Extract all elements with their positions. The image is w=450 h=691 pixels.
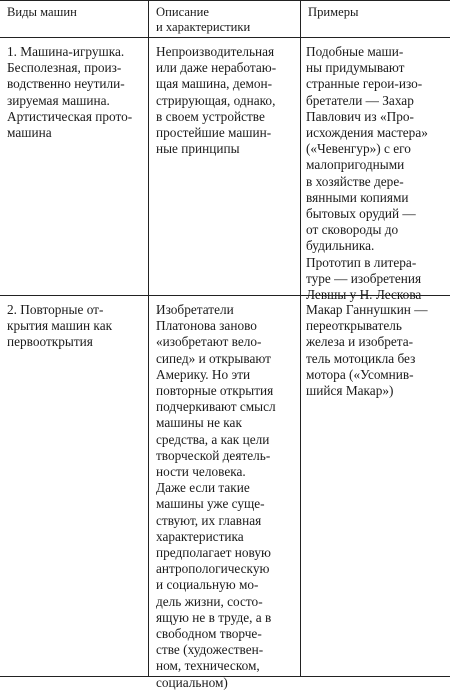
- row-2-examples: Макар Ганнушкин — переоткрыватель железа и изобрета- тель мотоцикла без мотора («Усомнив- шийся Макар»): [306, 302, 428, 399]
- column-divider-2: [300, 0, 301, 677]
- header-bottom-rule: [0, 37, 450, 38]
- row-2-type: 2. Повторные от- крытия машин как первооткрытия: [7, 302, 113, 350]
- header-types: Виды машин: [7, 5, 77, 19]
- row-1-description: Непроизводительная или даже неработаю- щая машина, демон- стрирующая, однако, в своем устройстве простейшие машин- ные принципы: [156, 44, 277, 157]
- header-examples: Примеры: [308, 5, 359, 19]
- header-description: Описание и характеристики: [156, 5, 251, 34]
- row-2-description: Изобретатели Платонова заново «изобретают вело- сипед» и открывают Америку. Но эти повторные открытия подчеркивают смысл машины не как средства, а как цели творческой деятель- ности человека. Даже если такие машины уже суще- ствуют, их главная характеристика предполагает новую антропологическую и социальную мо- дель жизни, состо- ящую не в труде, а в свободном творче- стве (художествен- ном, техническом, социальном): [156, 302, 276, 690]
- column-divider-1: [148, 0, 149, 677]
- row-1-type: 1. Машина-игрушка. Бесполезная, произ- водственно неутили- зируемая машина. Артистическая прото- машина: [7, 44, 133, 141]
- header-top-rule: [0, 0, 450, 1]
- row-1-examples: Подобные маши- ны придумывают странные герои-изо- бретатели — Захар Павлович из «Про- исхождения мастера» («Чевенгур») с его малопригодными в хозяйстве дере- вянными копиями бытовых орудий — от сковороды до будильника. Прототип в литера- туре — изобретения Левшы у Н. Лескова: [306, 44, 428, 303]
